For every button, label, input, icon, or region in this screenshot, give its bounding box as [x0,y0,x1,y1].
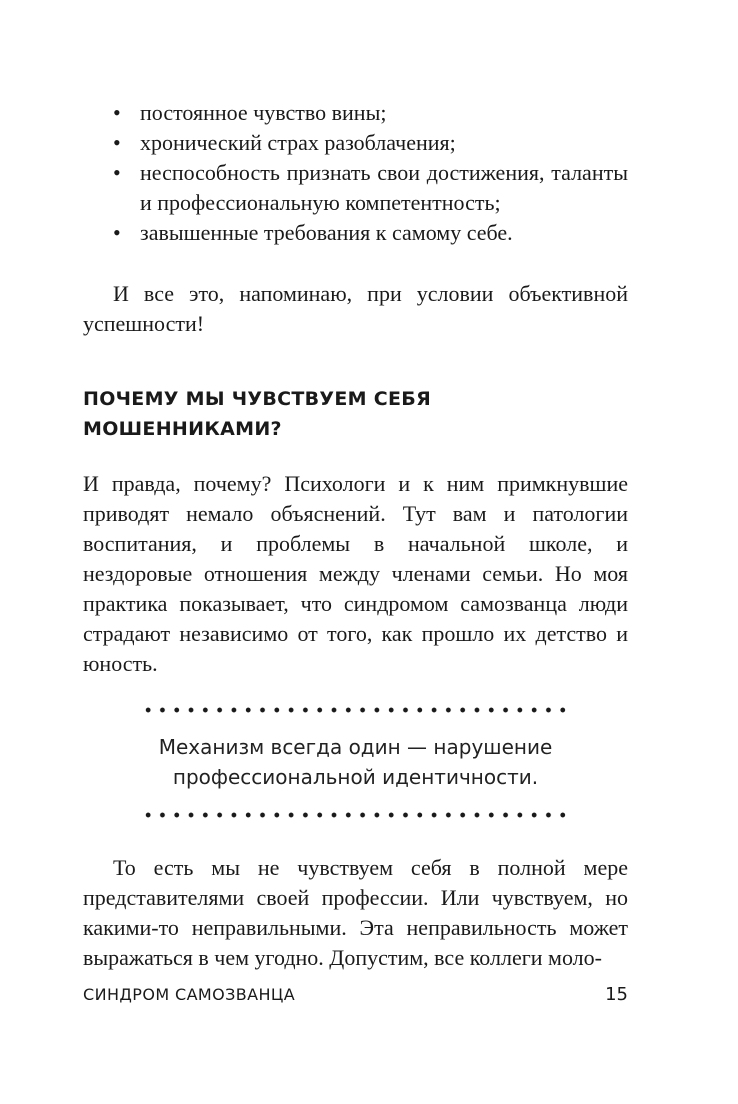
bullet-dot: • [113,100,121,125]
page-number: 15 [605,984,628,1005]
dotted-divider-bottom [141,812,571,818]
list-item-text: хронический страх разоблачения; [140,130,456,155]
pull-quote-text [83,732,628,792]
list-item [83,98,628,128]
paragraph-profession: То есть мы не чувствуем себя в полной мере представителями своей профессии. Или чувствуем, но какими-то неправильными. Эта неправильность может выражаться в чем угодно. Допустим, все коллеги моло- [83,855,628,970]
list-item-text: неспособность признать свои достижения, таланты и профессиональную компетентность; [140,160,628,215]
heading-line-1: ПОЧЕМУ МЫ ЧУВСТВУЕМ СЕБЯ [83,388,432,410]
quote-line-1: Механизм всегда один — нарушение [158,735,553,759]
page-footer [83,982,628,1008]
bullet-list [83,98,628,248]
dotted-divider-top [141,707,571,713]
bullet-dot: • [113,160,121,185]
list-item [83,218,628,248]
list-item [83,128,628,158]
page-body [83,98,628,973]
section-heading [83,384,628,444]
running-title: СИНДРОМ САМОЗВАНЦА [83,985,296,1004]
quote-line-2: профессиональной идентичности. [172,765,539,789]
heading-line-2: МОШЕННИКАМИ? [83,418,282,440]
pull-quote [83,707,628,818]
list-item-text: завышенные требования к самому себе. [140,220,513,245]
list-item [83,158,628,218]
paragraph-success: И все это, напоминаю, при условии объективной успешности! [83,281,628,336]
paragraph-why: И правда, почему? Психологи и к ним примкнувшие приводят немало объяснений. Тут вам и патологии воспитания, и проблемы в начальной школе, и нездоровые отношения между членами семьи. Но моя практика показывает, что синдромом самозванца люди страдают независимо от того, как прошло их детство и юность. [83,471,628,676]
bullet-dot: • [113,130,121,155]
list-item-text: постоянное чувство вины; [140,100,387,125]
bullet-dot: • [113,220,121,245]
